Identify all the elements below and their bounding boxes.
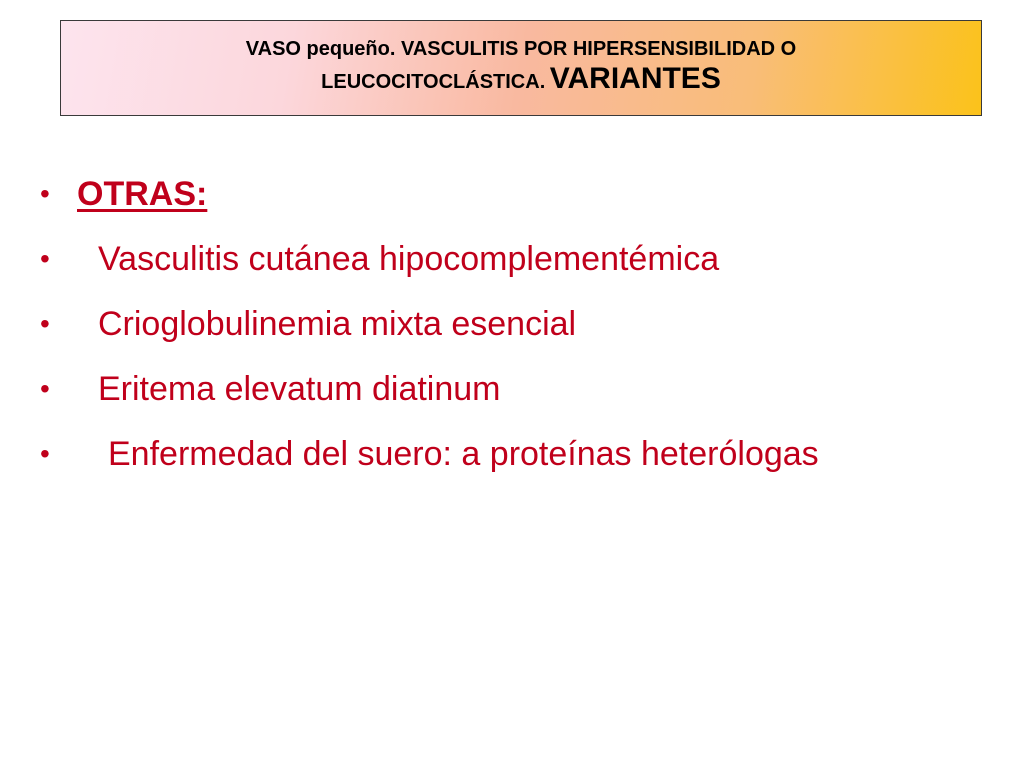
bullet-item-vasculitis: [40, 233, 1010, 298]
bullet-heading: OTRAS:: [77, 175, 208, 213]
bullet-text: Vasculitis cutánea hipocomplementémica: [98, 240, 720, 278]
title-line-2-big: VARIANTES: [549, 61, 721, 95]
bullet-text: Enfermedad del suero: a proteínas heterólogas: [108, 435, 819, 473]
title-line-1: VASO pequeño. VASCULITIS POR HIPERSENSIBILIDAD O: [245, 37, 797, 60]
title-box: [60, 20, 982, 116]
bullet-text: Crioglobulinemia mixta esencial: [98, 305, 577, 343]
bullet-text: Eritema elevatum diatinum: [98, 370, 501, 408]
bullet-item-enfermedad: [40, 428, 1010, 493]
bullet-list: [40, 168, 1010, 493]
bullet-icon: •: [40, 308, 50, 339]
bullet-icon: •: [40, 373, 50, 404]
title-line-2-small: LEUCOCITOCLÁSTICA.: [321, 70, 546, 93]
title-line-2: [321, 62, 721, 101]
bullet-icon: •: [40, 438, 50, 469]
bullet-icon: •: [40, 178, 50, 209]
bullet-item-otras: [40, 168, 1010, 233]
bullet-icon: •: [40, 243, 50, 274]
bullet-item-eritema: [40, 363, 1010, 428]
bullet-item-crioglobulinemia: [40, 298, 1010, 363]
